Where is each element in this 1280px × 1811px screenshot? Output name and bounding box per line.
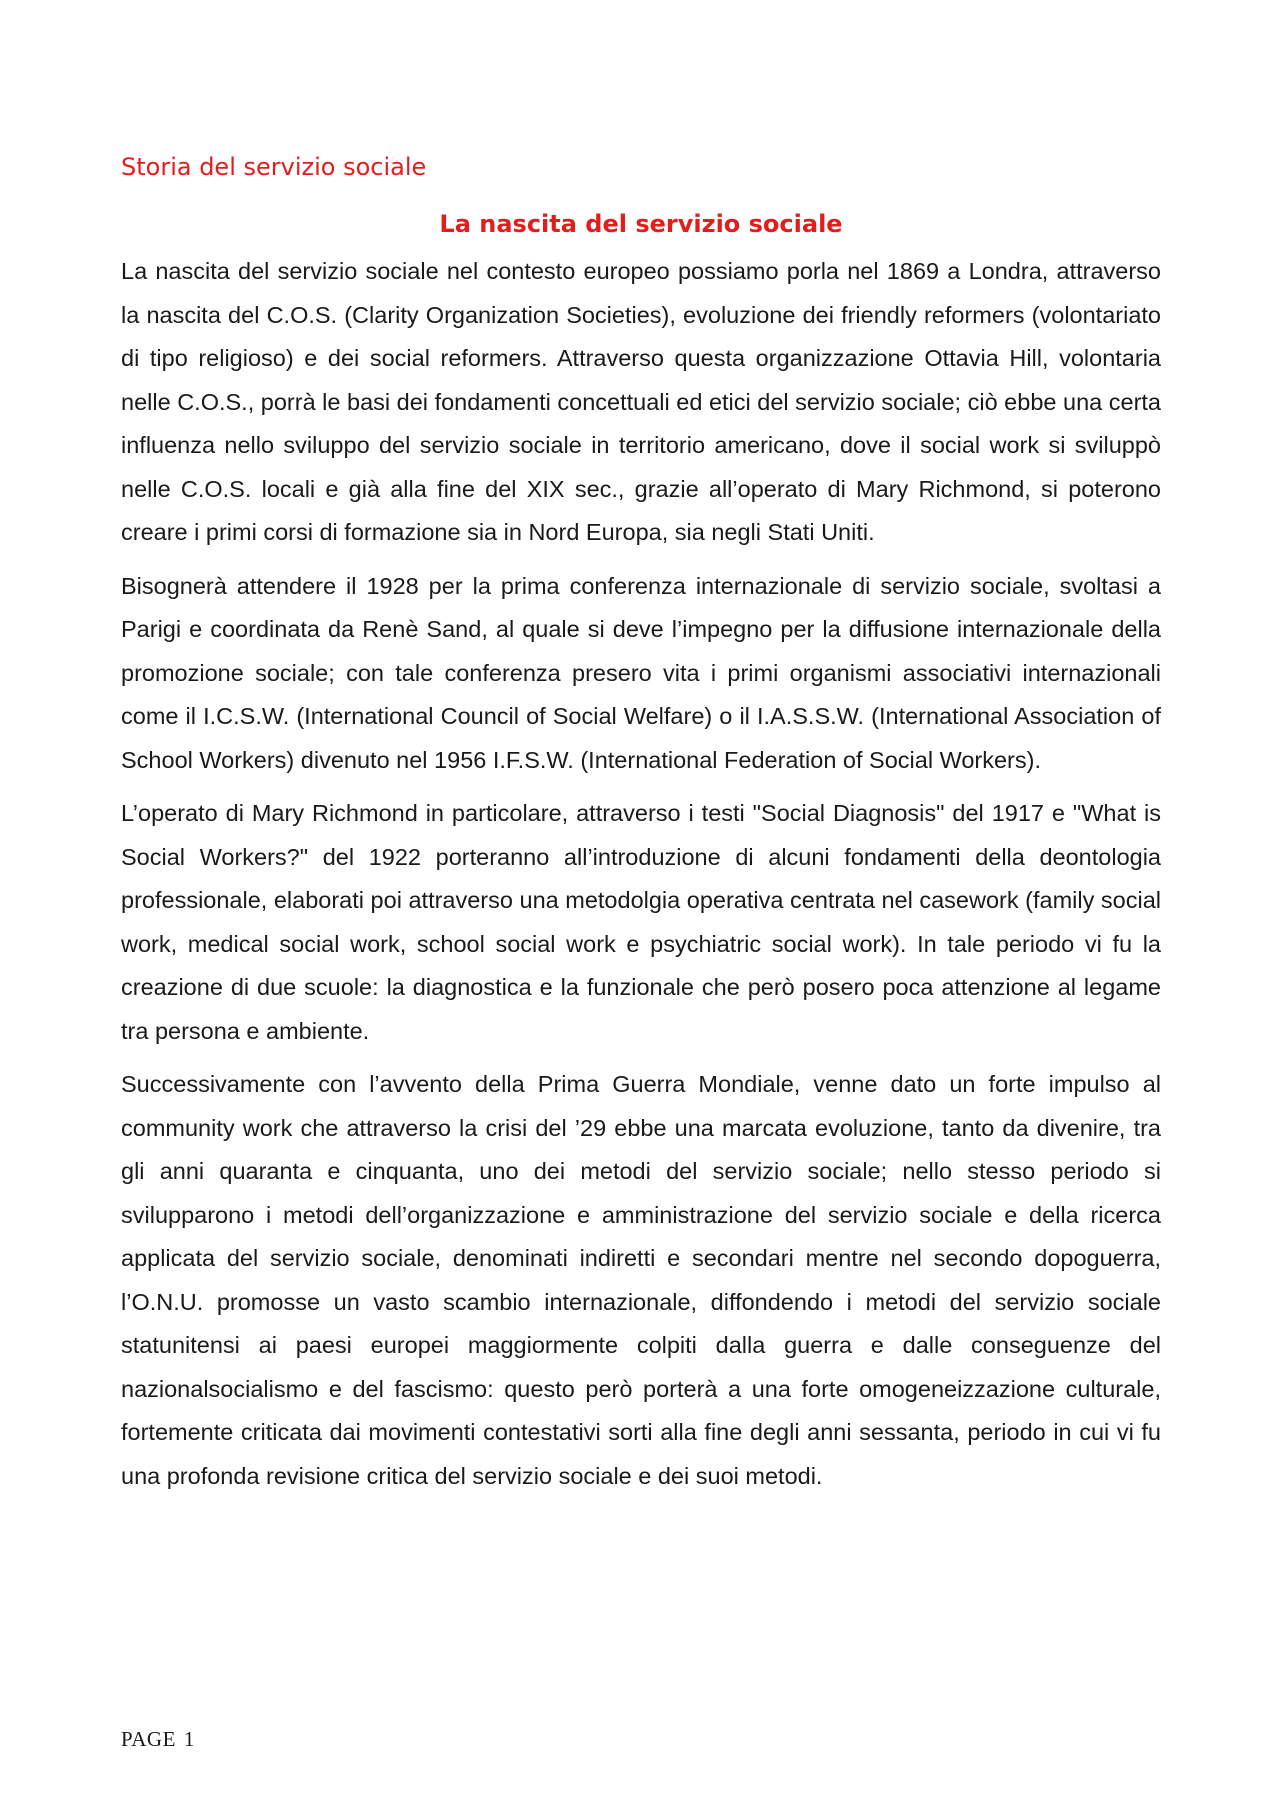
page-label: PAGE [121,1727,176,1751]
document-heading: La nascita del servizio sociale [439,210,843,238]
page-number: 1 [183,1727,195,1751]
page-footer [121,1727,203,1752]
paragraph-2: Bisognerà attendere il 1928 per la prima conferenza internazionale di servizio sociale, svoltasi a Parigi e coordinata da Renè Sand, al quale si deve l’impegno per la diffusione internazionale della promozione sociale; con tale conferenza presero vita i primi organismi associativi internazionali come il I.C.S.W. (International Council of Social Welfare) o il I.A.S.S.W. (International Association of School Workers) divenuto nel 1956 I.F.S.W. (International Federation of Social Workers). [121,572,1161,773]
paragraph-4: Successivamente con l’avvento della Prima Guerra Mondiale, venne dato un forte impulso al community work che attraverso la crisi del ’29 ebbe una marcata evoluzione, tanto da divenire, tra gli anni quaranta e cinquanta, uno dei metodi del servizio sociale; nello stesso periodo si svilupparono i metodi dell’organizzazione e amministrazione del servizio sociale e della ricerca applicata del servizio sociale, denominati indiretti e secondari mentre nel secondo dopoguerra, l’O.N.U. promosse un vasto scambio internazionale, diffondendo i metodi del servizio sociale statunitensi ai paesi europei maggiormente colpiti dalla guerra e dalle conseguenze del nazionalsocialismo e del fascismo: questo però porterà a una forte omogeneizzazione culturale, fortemente criticata dai movimenti contestativi sorti alla fine degli anni sessanta, periodo in cui vi fu una profonda revisione critica del servizio sociale e dei suoi metodi. [121,1071,1161,1489]
paragraph-1: La nascita del servizio sociale nel contesto europeo possiamo porla nel 1869 a Londra, attraverso la nascita del C.O.S. (Clarity Organization Societies), evoluzione dei friendly reformers (volontariato di tipo religioso) e dei social reformers. Attraverso questa organizzazione Ottavia Hill, volontaria nelle C.O.S., porrà le basi dei fondamenti concettuali ed etici del servizio sociale; ciò ebbe una certa influenza nello sviluppo del servizio sociale in territorio americano, dove il social work si sviluppò nelle C.O.S. locali e già alla fine del XIX sec., grazie all’operato di Mary Richmond, si poterono creare i primi corsi di formazione sia in Nord Europa, sia negli Stati Uniti. [121,258,1161,545]
document-body [121,250,1161,1508]
header-title: Storia del servizio sociale [121,153,427,181]
paragraph-3: L’operato di Mary Richmond in particolare, attraverso i testi "Social Diagnosis" del 1917 e "What is Social Workers?" del 1922 porteranno all’introduzione di alcuni fondamenti della deontologia professionale, elaborati poi attraverso una metodolgia operativa centrata nel casework (family social work, medical social work, school social work e psychiatric social work). In tale periodo vi fu la creazione di due scuole: la diagnostica e la funzionale che però posero poca attenzione al legame tra persona e ambiente. [121,800,1161,1044]
